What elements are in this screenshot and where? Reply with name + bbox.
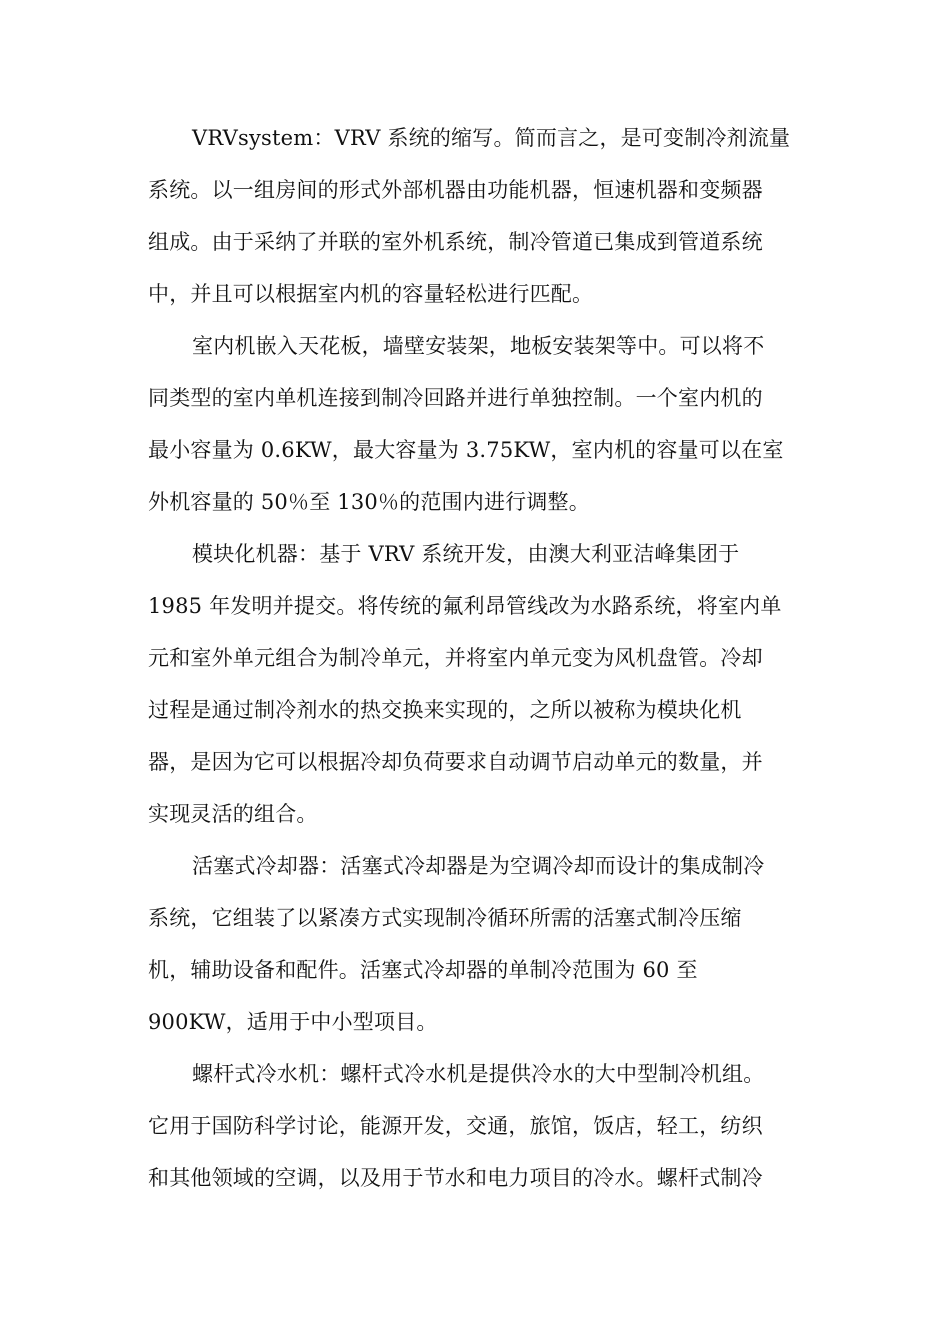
paragraph-modular-machine bbox=[148, 528, 802, 840]
paragraph-piston-chiller bbox=[148, 840, 802, 1048]
text-line: 元和室外单元组合为制冷单元，并将室内单元变为风机盘管。冷却 bbox=[148, 646, 763, 670]
text-line: 同类型的室内单机连接到制冷回路并进行单独控制。一个室内机的 bbox=[148, 386, 763, 410]
text-line: 活塞式冷却器：活塞式冷却器是为空调冷却而设计的集成制冷 bbox=[192, 854, 765, 878]
text-line: 组成。由于采纳了并联的室外机系统，制冷管道已集成到管道系统 bbox=[148, 230, 763, 254]
text-line: 室内机嵌入天花板，墙壁安装架，地板安装架等中。可以将不 bbox=[192, 334, 765, 358]
text-line: 螺杆式冷水机：螺杆式冷水机是提供冷水的大中型制冷机组。 bbox=[192, 1062, 765, 1086]
text-line: 系统。以一组房间的形式外部机器由功能机器，恒速机器和变频器 bbox=[148, 178, 763, 202]
paragraph-indoor-units bbox=[148, 320, 802, 528]
text-line: 器，是因为它可以根据冷却负荷要求自动调节启动单元的数量，并 bbox=[148, 750, 763, 774]
text-line: 中，并且可以根据室内机的容量轻松进行匹配。 bbox=[148, 282, 594, 306]
text-line: 过程是通过制冷剂水的热交换来实现的，之所以被称为模块化机 bbox=[148, 698, 742, 722]
text-line: 1985 年发明并提交。将传统的氟利昂管线改为水路系统，将室内单 bbox=[148, 594, 782, 618]
paragraph-screw-chiller bbox=[148, 1048, 802, 1204]
paragraph-vrv-system bbox=[148, 112, 802, 320]
document-body bbox=[148, 112, 802, 1204]
text-line: 模块化机器：基于 VRV 系统开发，由澳大利亚洁峰集团于 bbox=[192, 542, 740, 566]
text-line: 它用于国防科学讨论，能源开发，交通，旅馆，饭店，轻工，纺织 bbox=[148, 1114, 763, 1138]
text-line: 900KW，适用于中小型项目。 bbox=[148, 1010, 438, 1034]
text-line: VRVsystem：VRV 系统的缩写。简而言之，是可变制冷剂流量 bbox=[192, 126, 791, 150]
text-line: 机，辅助设备和配件。活塞式冷却器的单制冷范围为 60 至 bbox=[148, 958, 698, 982]
text-line: 外机容量的 50％至 130％的范围内进行调整。 bbox=[148, 490, 590, 514]
text-line: 最小容量为 0.6KW，最大容量为 3.75KW，室内机的容量可以在室 bbox=[148, 438, 784, 462]
text-line: 系统，它组装了以紧凑方式实现制冷循环所需的活塞式制冷压缩 bbox=[148, 906, 742, 930]
text-line: 和其他领域的空调，以及用于节水和电力项目的冷水。螺杆式制冷 bbox=[148, 1166, 763, 1190]
text-line: 实现灵活的组合。 bbox=[148, 802, 318, 826]
